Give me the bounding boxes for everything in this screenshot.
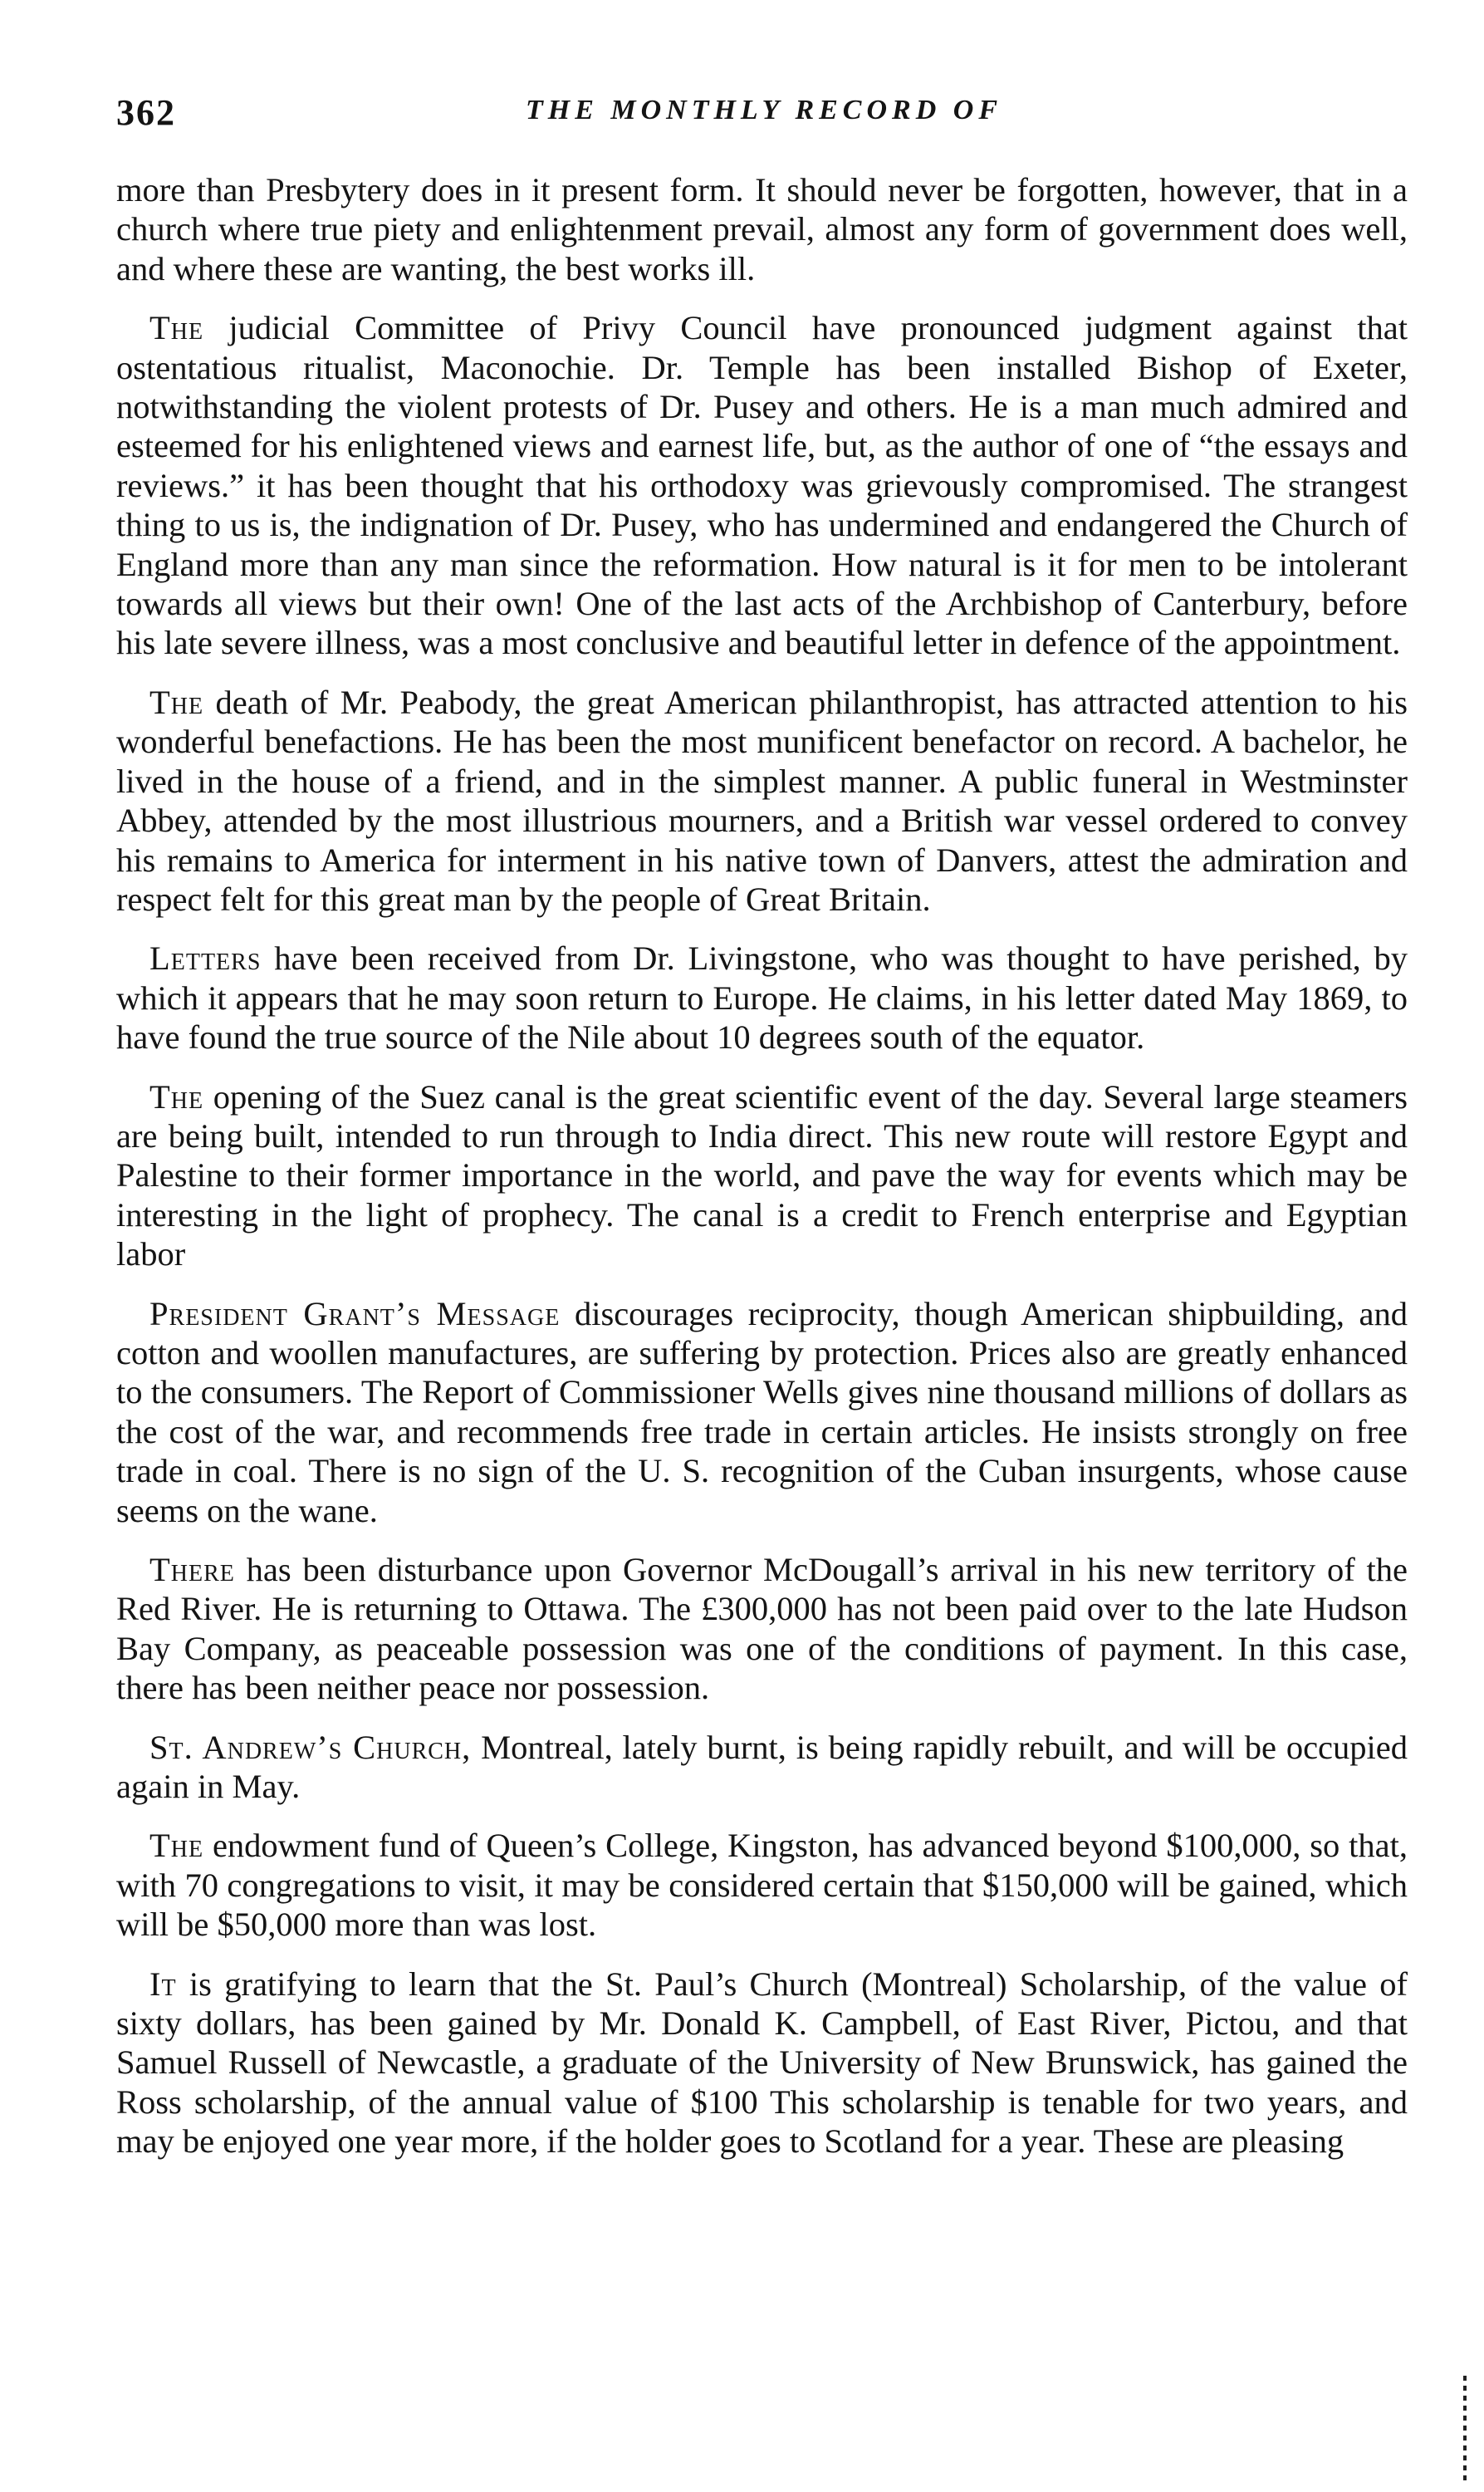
page-header	[116, 91, 1412, 141]
paragraph-peabody	[116, 683, 1408, 919]
paragraph-scholarship	[116, 1965, 1408, 2161]
paragraph-text: death of Mr. Peabody, the great American philanthropist, has attracted attention to his wonderful benefactions. He has been the most munificent benefactor on record. A bachelor, he lived in the house of a friend, and in the simplest manner. A public funeral in Westminster Abbey, attended by the most illustrious mourners, and a British war vessel ordered to convey his remains to America for interment in his native town of Danvers, attest the admiration and respect felt for this great man by the people of Great Britain.	[116, 683, 1408, 918]
paragraph-suez-canal	[116, 1077, 1408, 1274]
paragraph-queens-college	[116, 1826, 1408, 1944]
paragraph-text: has been disturbance upon Governor McDougall’s arrival in his new territory of the Red River. He is returning to Ottawa. The £300,000 has not been paid over to the late Hudson Bay Company, as peaceable possession was one of the conditions of payment. In this case, there has been neither peace nor possession.	[116, 1551, 1408, 1707]
scan-edge-mark	[1463, 2376, 1467, 2484]
paragraph-lead: Letters	[149, 939, 262, 978]
paragraph-livingstone	[116, 939, 1408, 1057]
paragraph-lead: St. Andrew’s Church,	[149, 1728, 472, 1766]
paragraph-st-andrews	[116, 1728, 1408, 1807]
paragraph-lead: There	[149, 1551, 235, 1588]
paragraph-red-river	[116, 1550, 1408, 1708]
paragraph-lead: The	[149, 1827, 204, 1865]
paragraph-text: judicial Committee of Privy Council have pronounced judgment against that ostentatious ritualist, Maconochie. Dr. Temple has been installed Bishop of Exeter, notwithstanding the violent protests of Dr. Pusey and others. He is a man much admired and esteemed for his enlightened views and earnest life, but, as the author of one of “the essays and reviews.” it has been thought that his orthodoxy was grievously compromised. The strangest thing to us is, the indignation of Dr. Pusey, who has undermined and endangered the Church of England more than any man since the reformation. How natural is it for men to be intolerant towards all views but their own! One of the last acts of the Archbishop of Canterbury, before his late severe illness, was a most conclusive and beautiful letter in defence of the appointment.	[116, 309, 1408, 662]
paragraph-text: opening of the Suez canal is the great scientific event of the day. Several large steamers are being built, intended to run through to India direct. This new route will restore Egypt and Palestine to their former importance in the world, and pave the way for events which may be interesting in the light of prophecy. The canal is a credit to French enterprise and Egyptian labor	[116, 1077, 1408, 1273]
paragraph-text: discourages reciprocity, though American shipbuilding, and cotton and woollen manufactures, are suffering by protection. Prices also are greatly enhanced to the consumers. The Report of Commissioner Wells gives nine thousand millions of dollars as the cost of the war, and recommends free trade in certain articles. He insists strongly on free trade in coal. There is no sign of the U. S. recognition of the Cuban insurgents, whose cause seems on the wane.	[116, 1294, 1408, 1529]
paragraph-lead: It	[149, 1965, 177, 2003]
paragraph-text: Montreal, lately burnt, is being rapidly rebuilt, and will be occupied again in May.	[116, 1728, 1408, 1806]
paragraph-privy-council	[116, 308, 1408, 663]
paragraph-lead: The	[149, 1077, 204, 1116]
paragraph-lead: The	[149, 309, 204, 347]
paragraph-text: have been received from Dr. Livingstone, who was thought to have perished, by which it appears that he may soon return to Europe. He claims, in his letter dated May 1869, to have found the true source of the Nile about 10 degrees south of the equator.	[116, 939, 1408, 1057]
paragraph-text: is gratifying to learn that the St. Paul’s Church (Montreal) Scholarship, of the value of sixty dollars, has been gained by Mr. Donald K. Campbell, of East River, Pictou, and that Samuel Russell of Newcastle, a graduate of the University of New Brunswick, has gained the Ross scholarship, of the annual value of $100 This scholarship is tenable for two years, and may be enjoyed one year more, if the holder goes to Scotland for a year. These are pleasing	[116, 1965, 1408, 2161]
paragraph-lead: The	[149, 683, 204, 721]
paragraph-text: endowment fund of Queen’s College, Kingston, has advanced beyond $100,000, so that, with 70 congregations to visit, it may be considered certain that $150,000 will be gained, which will be $50,000 more than was lost.	[116, 1827, 1408, 1944]
paragraph-lead: President Grant’s Message	[149, 1294, 561, 1332]
paragraph-continuation	[116, 170, 1408, 288]
page-number: 362	[116, 92, 176, 133]
article-body	[116, 170, 1408, 2181]
paragraph-grant-message	[116, 1294, 1408, 1530]
paragraph-text: more than Presbytery does in it present form. It should never be forgotten, however, that in a church where true piety and enlightenment prevail, almost any form of government does well, and where these are wanting, the best works ill.	[116, 171, 1408, 287]
running-title: THE MONTHLY RECORD OF	[525, 95, 1002, 125]
